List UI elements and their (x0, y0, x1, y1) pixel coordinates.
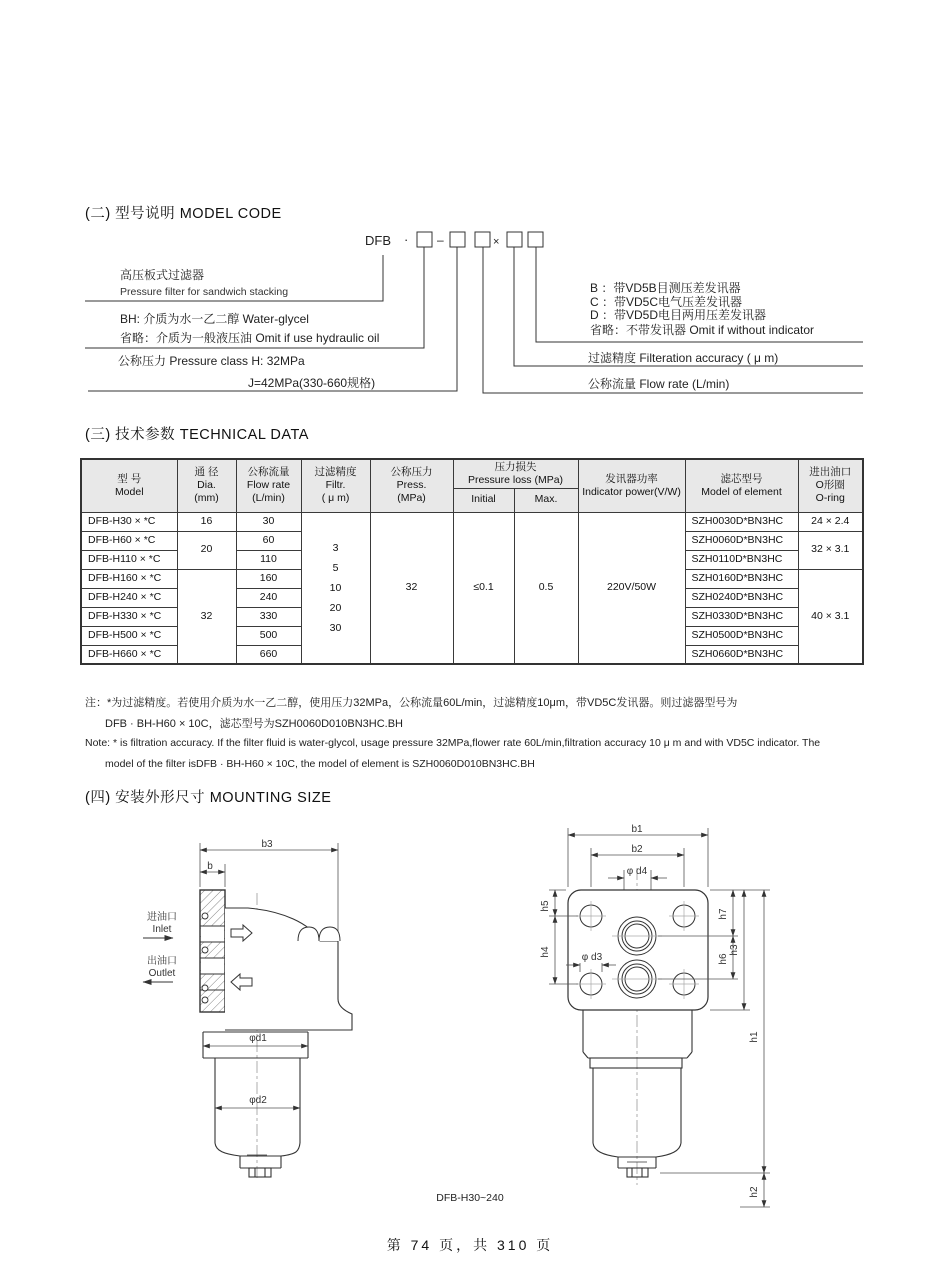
element-cell: SZH0660D*BN3HC (685, 645, 798, 664)
flow-cell: 330 (236, 607, 301, 626)
col-header-element: 滤芯型号 Model of element (685, 459, 798, 512)
element-cell: SZH0240D*BN3HC (685, 588, 798, 607)
col-header-loss-initial: Initial (453, 488, 514, 512)
col-header-flow: 公称流量 Flow rate (L/min) (236, 459, 301, 512)
model-cell: DFB-H240 × *C (81, 588, 177, 607)
element-cell: SZH0330D*BN3HC (685, 607, 798, 626)
body-front-view (583, 1010, 692, 1177)
flange-top-view (568, 890, 708, 1010)
element-cell: SZH0500D*BN3HC (685, 626, 798, 645)
col-header-loss-max: Max. (514, 488, 578, 512)
element-cell: SZH0060D*BN3HC (685, 531, 798, 550)
model-cell: DFB-H160 × *C (81, 569, 177, 588)
section-heading-model-code: (二) 型号说明 MODEL CODE (85, 206, 282, 222)
oring-cell: 40 × 3.1 (798, 569, 863, 664)
dia-cell: 32 (177, 569, 236, 664)
code-box-indicator (528, 232, 543, 247)
col-header-dia: 通 径 Dia. (mm) (177, 459, 236, 512)
dim-h4-label: h4 (540, 946, 551, 958)
indicator-option-omit: 省略：不带发讯器 Omit if without indicator (590, 323, 815, 337)
col-header-model: 型 号 Model (81, 459, 177, 512)
medium-label-line1: BH: 介质为水一乙二醇 Water-glycel (120, 312, 309, 326)
dim-d3-label: φ d3 (581, 952, 603, 963)
outlet-label-cn: 出油口 (147, 956, 177, 967)
code-box-flow (475, 232, 490, 247)
pressure-label-line1: 公称压力 Pressure class H: 32MPa (118, 354, 305, 368)
indicator-option-d: D ：带VD5D电目两用压差发讯器 (590, 308, 767, 322)
series-label-en: Pressure filter for sandwich stacking (120, 286, 289, 298)
dim-h7-label: h7 (718, 908, 729, 920)
code-box-pressure (450, 232, 465, 247)
flow-cell: 160 (236, 569, 301, 588)
element-cell: SZH0030D*BN3HC (685, 512, 798, 531)
dim-d4-label: φ d4 (626, 866, 648, 877)
flow-cell: 500 (236, 626, 301, 645)
note-cn-line1: 注：*为过滤精度。若使用介质为水一乙二醇，使用压力32MPa，公称流量60L/min，过滤精度10μm，带VD5C发讯器。则过滤器型号为 (85, 697, 738, 709)
col-header-oring: 进出油口 O形圈 O-ring (798, 459, 863, 512)
press-cell: 32 (370, 512, 453, 664)
indicator-option-c: C ：带VD5C电气压差发讯器 (590, 295, 743, 309)
code-dash: – (437, 233, 444, 247)
col-header-power: 发讯器功率 Indicator power(V/W) (578, 459, 685, 512)
note-cn-line2: DFB · BH-H60 × 10C，滤芯型号为SZH0060D010BN3HC.BH (105, 718, 404, 730)
note-en-line2: model of the filter isDFB · BH-H60 × 10C, the model of element is SZH0060D010BN3HC.BH (105, 758, 535, 770)
oring-cell: 32 × 3.1 (798, 531, 863, 569)
model-cell: DFB-H660 × *C (81, 645, 177, 664)
model-cell: DFB-H110 × *C (81, 550, 177, 569)
dia-cell: 20 (177, 531, 236, 569)
dim-b1-label: b1 (631, 824, 643, 835)
model-cell: DFB-H500 × *C (81, 626, 177, 645)
dim-h5-label: h5 (540, 900, 551, 912)
element-cell: SZH0110D*BN3HC (685, 550, 798, 569)
table-row (81, 512, 863, 531)
flow-cell: 110 (236, 550, 301, 569)
dim-h3-label: h3 (729, 944, 740, 956)
flow-cell: 240 (236, 588, 301, 607)
dim-b2-label: b2 (631, 844, 643, 855)
dim-d1-label: φd1 (249, 1033, 267, 1044)
dim-b3-label: b3 (261, 839, 273, 850)
code-dot: · (404, 232, 409, 247)
col-header-filtr: 过滤精度 Filtr. ( μ m) (301, 459, 370, 512)
inlet-label-cn: 进油口 (147, 912, 177, 923)
col-header-loss: 压力损失 Pressure loss (MPa) (453, 459, 578, 488)
col-header-press: 公称压力 Press. (MPa) (370, 459, 453, 512)
indicator-option-b: B ：带VD5B目测压差发讯器 (590, 281, 741, 295)
loss-initial-cell: ≤0.1 (453, 512, 514, 664)
model-code-diagram (80, 226, 865, 404)
dim-h2-label: h2 (749, 1186, 760, 1198)
element-cell: SZH0160D*BN3HC (685, 569, 798, 588)
dim-b-label: b (207, 861, 213, 872)
figure-caption: DFB-H30~240 (436, 1192, 504, 1204)
dim-h1-label: h1 (749, 1031, 760, 1043)
power-cell: 220V/50W (578, 512, 685, 664)
flow-label: 公称流量 Flow rate (L/min) (588, 377, 730, 391)
loss-max-cell: 0.5 (514, 512, 578, 664)
model-cell: DFB-H330 × *C (81, 607, 177, 626)
code-box-medium (417, 232, 432, 247)
indicator-plug (298, 927, 340, 941)
medium-label-line2: 省略：介质为一般液压油 Omit if use hydraulic oil (120, 331, 380, 345)
top-view-drawing (540, 822, 790, 1214)
flow-cell: 660 (236, 645, 301, 664)
flow-cell: 30 (236, 512, 301, 531)
filtr-cell: 3 5 10 20 30 (301, 512, 370, 664)
dim-h6-label: h6 (718, 953, 729, 965)
flow-cell: 60 (236, 531, 301, 550)
dia-cell: 16 (177, 512, 236, 531)
code-times: × (493, 236, 500, 248)
code-prefix: DFB (365, 233, 391, 248)
dim-d2-label: φd2 (249, 1095, 267, 1106)
code-box-accuracy (507, 232, 522, 247)
technical-data-table (80, 458, 864, 665)
page-number: 第 74 页，共 310 页 (386, 1237, 554, 1253)
outlet-label-en: Outlet (148, 968, 176, 979)
side-view-drawing (138, 838, 378, 1186)
inlet-label-en: Inlet (152, 924, 172, 935)
series-label-cn: 高压板式过滤器 (120, 268, 205, 282)
section-heading-mounting-size: (四) 安装外形尺寸 MOUNTING SIZE (85, 790, 332, 806)
note-en-line1: Note: * is filtration accuracy. If the filter fluid is water-glycol, usage pressure 32MPa,flower rate 60L/min,filtration accuracy 10 μ m and with VD5C indicator. The (85, 737, 821, 749)
oring-cell: 24 × 2.4 (798, 512, 863, 531)
pressure-label-line2: J=42MPa(330-660规格) (248, 376, 376, 390)
section-heading-technical-data: (三) 技术参数 TECHNICAL DATA (85, 427, 309, 443)
model-cell: DFB-H60 × *C (81, 531, 177, 550)
accuracy-label: 过滤精度 Filteration accuracy ( μ m) (588, 351, 779, 365)
model-cell: DFB-H30 × *C (81, 512, 177, 531)
